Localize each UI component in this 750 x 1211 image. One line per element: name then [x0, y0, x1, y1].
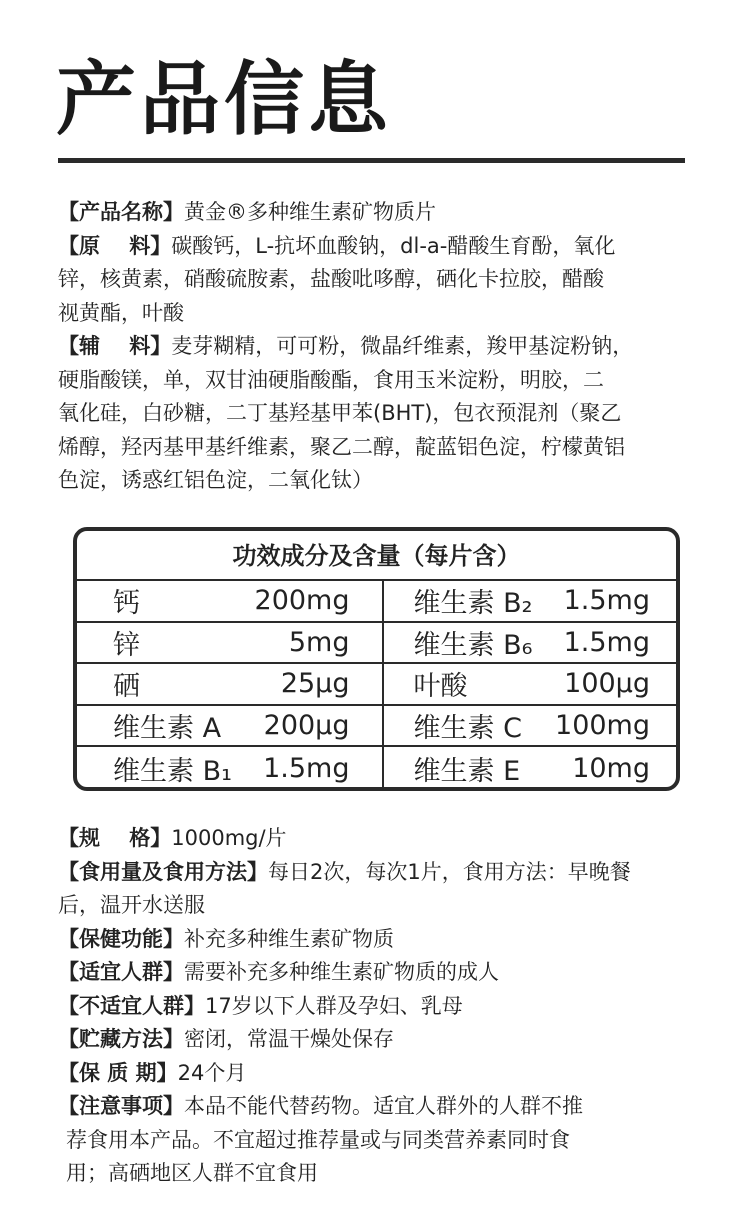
- nutrient-name: 维生素 B₆: [413, 629, 533, 661]
- nutrient-name: 维生素 A: [113, 713, 222, 745]
- detail-line: [58, 856, 698, 890]
- detail-value: 黄金®多种维生素矿物质片: [184, 200, 436, 224]
- detail-line: [58, 1090, 698, 1124]
- detail-value: 麦芽糊精，可可粉，微晶纤维素，羧甲基淀粉钠，: [171, 334, 634, 358]
- table-row: [77, 623, 676, 665]
- table-row: [77, 747, 676, 789]
- detail-value: 17岁以下人群及孕妇、乳母: [205, 993, 463, 1018]
- detail-line: 荐食用本产品。不宜超过推荐量或与同类营养素同时食: [66, 1127, 570, 1152]
- nutrient-amount: 100mg: [555, 710, 650, 742]
- nutrition-table-title: 功效成分及含量（每片含）: [77, 531, 676, 581]
- nutrient-amount: 5mg: [288, 626, 350, 658]
- detail-label-unsuitable: 【不适宜人群】: [58, 993, 205, 1018]
- nutrient-amount: 200μg: [263, 710, 350, 742]
- nutrient-amount: 1.5mg: [563, 626, 650, 658]
- detail-label-dosage: 【食用量及食用方法】: [58, 859, 268, 884]
- detail-value: 每日2次，每次1片，食用方法：早晚餐: [268, 859, 631, 884]
- nutrient-amount: 200mg: [254, 585, 350, 617]
- detail-value: 碳酸钙，L-抗坏血酸钠，dl-a-醋酸生育酚，氧化: [171, 233, 616, 258]
- table-row: [77, 706, 676, 748]
- detail-label-ingredients: 【原 料】: [58, 233, 172, 258]
- detail-line: [58, 990, 698, 1024]
- detail-line: 色淀，诱惑红铝色淀，二氧化钛）: [58, 468, 373, 492]
- detail-label-storage: 【贮藏方法】: [58, 1027, 184, 1051]
- detail-line: 用；高硒地区人群不宜食用: [66, 1161, 318, 1185]
- nutrient-name: 维生素 C: [413, 713, 522, 745]
- detail-line: [58, 1057, 698, 1091]
- table-cell: [384, 706, 677, 746]
- nutrient-amount: 1.5mg: [563, 585, 650, 617]
- table-cell: [77, 706, 384, 746]
- detail-line: [58, 196, 698, 230]
- detail-label-notes: 【注意事项】: [58, 1094, 184, 1118]
- detail-label-spec: 【规 格】: [58, 826, 172, 850]
- nutrient-name: 锌: [113, 629, 140, 661]
- table-cell: [77, 581, 384, 621]
- table-cell: [384, 664, 677, 704]
- detail-line: 氧化硅，白砂糖，二丁基羟基甲苯(BHT)，包衣预混剂（聚乙: [58, 401, 622, 425]
- detail-label-shelf-life: 【保 质 期】: [58, 1060, 178, 1085]
- detail-line: [58, 923, 698, 957]
- nutrient-name: 维生素 B₁: [113, 755, 232, 787]
- detail-label-excipients: 【辅 料】: [58, 334, 172, 358]
- nutrient-name: 维生素 B₂: [413, 588, 533, 620]
- detail-line: [58, 330, 698, 364]
- nutrient-name: 维生素 E: [413, 755, 521, 787]
- table-cell: [384, 747, 677, 789]
- nutrient-amount: 100μg: [564, 668, 650, 700]
- detail-label-product-name: 【产品名称】: [58, 200, 184, 224]
- detail-line: 硬脂酸镁，单，双甘油硬脂酸酯，食用玉米淀粉，明胶，二: [58, 367, 604, 392]
- detail-value: 密闭，常温干燥处保存: [184, 1027, 394, 1051]
- title-divider: [58, 158, 685, 163]
- table-cell: [77, 747, 384, 789]
- page-title: 产品信息: [56, 53, 392, 146]
- table-cell: [77, 623, 384, 663]
- detail-value: 补充多种维生素矿物质: [184, 926, 394, 951]
- detail-line: [58, 822, 698, 856]
- nutrient-amount: 10mg: [572, 752, 650, 784]
- detail-line: [58, 230, 698, 264]
- nutrient-name: 硒: [113, 671, 140, 703]
- detail-line: 锌，核黄素，硝酸硫胺素，盐酸吡哆醇，硒化卡拉胶，醋酸: [58, 267, 604, 291]
- product-details-top: [58, 196, 698, 498]
- detail-line: 视黄酯，叶酸: [58, 300, 184, 325]
- table-cell: [77, 664, 384, 704]
- detail-line: [58, 956, 698, 990]
- product-details-bottom: [58, 822, 698, 1191]
- detail-label-suitable: 【适宜人群】: [58, 960, 184, 984]
- table-cell: [384, 623, 677, 663]
- detail-value: 1000mg/片: [171, 826, 287, 850]
- detail-line: 后，温开水送服: [58, 893, 205, 917]
- table-row: [77, 581, 676, 623]
- table-row: [77, 664, 676, 706]
- detail-label-function: 【保健功能】: [58, 926, 184, 951]
- nutrient-amount: 1.5mg: [263, 752, 350, 784]
- table-cell: [384, 581, 677, 621]
- detail-line: 烯醇，羟丙基甲基纤维素，聚乙二醇，靛蓝铝色淀，柠檬黄铝: [58, 434, 625, 459]
- nutrition-table: [73, 527, 680, 791]
- nutrient-name: 钙: [113, 588, 140, 620]
- nutrient-amount: 25μg: [280, 668, 350, 700]
- detail-value: 需要补充多种维生素矿物质的成人: [184, 960, 499, 984]
- detail-line: [58, 1023, 698, 1057]
- detail-value: 本品不能代替药物。适宜人群外的人群不推: [184, 1094, 583, 1118]
- nutrient-name: 叶酸: [413, 671, 468, 703]
- detail-value: 24个月: [177, 1060, 247, 1085]
